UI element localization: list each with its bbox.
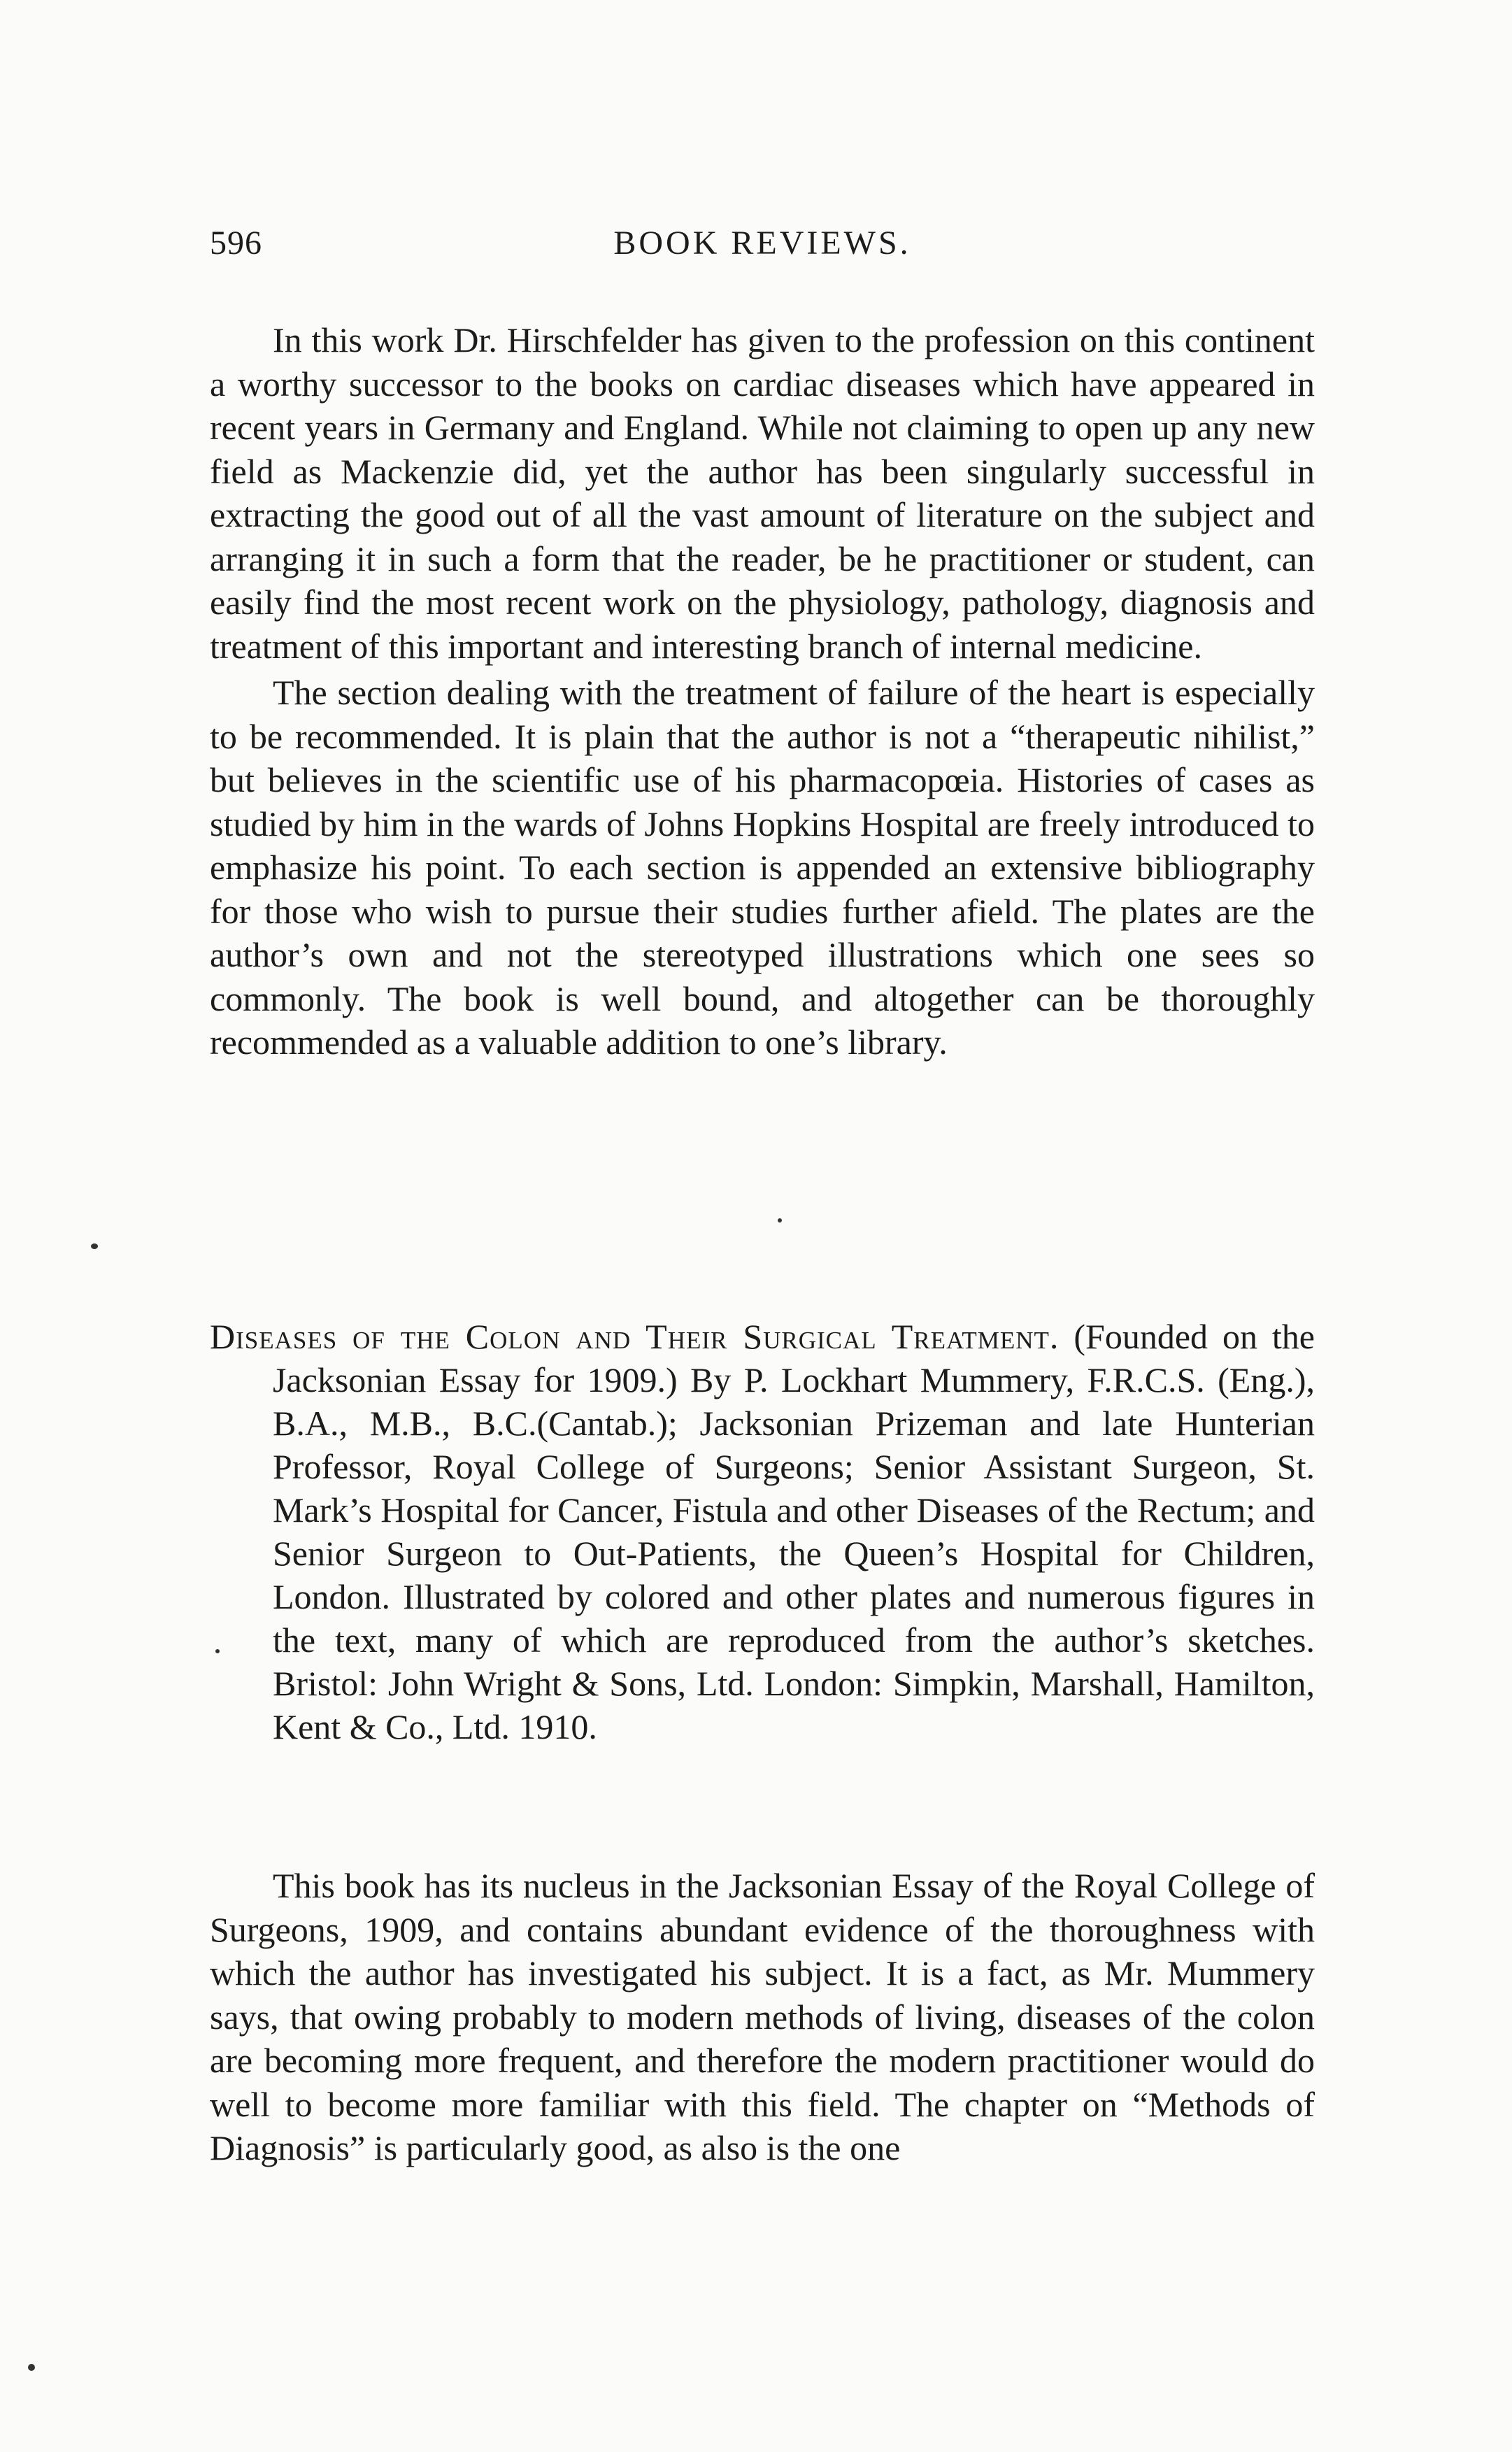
scan-speck: [28, 2364, 35, 2371]
review-paragraph: In this work Dr. Hirschfelder has given to the profession on this continent a worthy successor to the books on cardiac diseases which have appeared in recent years in Germany and England. While not claiming to open up any new field as Mackenzie did, yet the author has been singularly successful in extracting the good out of all the vast amount of literature on the subject and arranging it in such a form that the reader, be he practitioner or student, can easily find the most recent work on the physiology, pathology, diagnosis and treatment of this important and interesting branch of internal medicine.: [210, 320, 1315, 666]
book-details: (Founded on the Jacksonian Essay for 1909.) By P. Lockhart Mummery, F.R.C.S. (Eng.), B.A., M.B., B.C.(Cantab.); Jacksonian Prizeman and late Hunterian Professor, Royal College of Surgeons; Senior Assistant Surgeon, St. Mark’s Hospital for Cancer, Fistula and other Diseases of the Rectum; and Senior Surgeon to Out-Patients, the Queen’s Hospital for Children, London. Illustrated by colored and other plates and numerous figures in the text, many of which are reproduced from the author’s sketches. Bristol: John Wright & Sons, Ltd. London: Simpkin, Marshall, Hamilton, Kent & Co., Ltd. 1910.: [273, 1317, 1315, 1746]
review-mummery-body: [210, 1864, 1315, 2170]
scan-speck: [91, 1243, 98, 1249]
scan-speck: [778, 1218, 782, 1223]
page-header: [210, 224, 1315, 273]
running-title: BOOK REVIEWS.: [613, 224, 911, 262]
review-hirschfelder: [210, 318, 1315, 1064]
review-paragraph: This book has its nucleus in the Jacksonian Essay of the Royal College of Surgeons, 1909, and contains abundant evidence of the thoroughness with which the author has investigated his subject. It is a fact, as Mr. Mummery says, that owing probably to modern methods of living, diseases of the colon are becoming more frequent, and therefore the modern practitioner would do well to become more familiar with this field. The chapter on “Methods of Diagnosis” is particularly good, as also is the one: [210, 1866, 1315, 2167]
page-number: 596: [210, 224, 262, 262]
review-paragraph: The section dealing with the treatment of failure of the heart is especially to be recommended. It is plain that the author is not a “therapeutic nihilist,” but believes in the scientific use of his pharmacopœia. Histories of cases as studied by him in the wards of Johns Hopkins Hospital are freely introduced to emphasize his point. To each section is appended an extensive bibliography for those who wish to pursue their studies further afield. The plates are the author’s own and not the stereotyped illustrations which one sees so commonly. The book is well bound, and altogether can be thoroughly recommended as a valuable addition to one’s library.: [210, 673, 1315, 1062]
book-entry: [210, 1315, 1315, 1748]
scan-speck: [215, 1649, 220, 1653]
review-mummery-heading: [210, 1315, 1315, 1748]
book-title: Diseases of the Colon and Their Surgical Treatment.: [210, 1317, 1060, 1356]
